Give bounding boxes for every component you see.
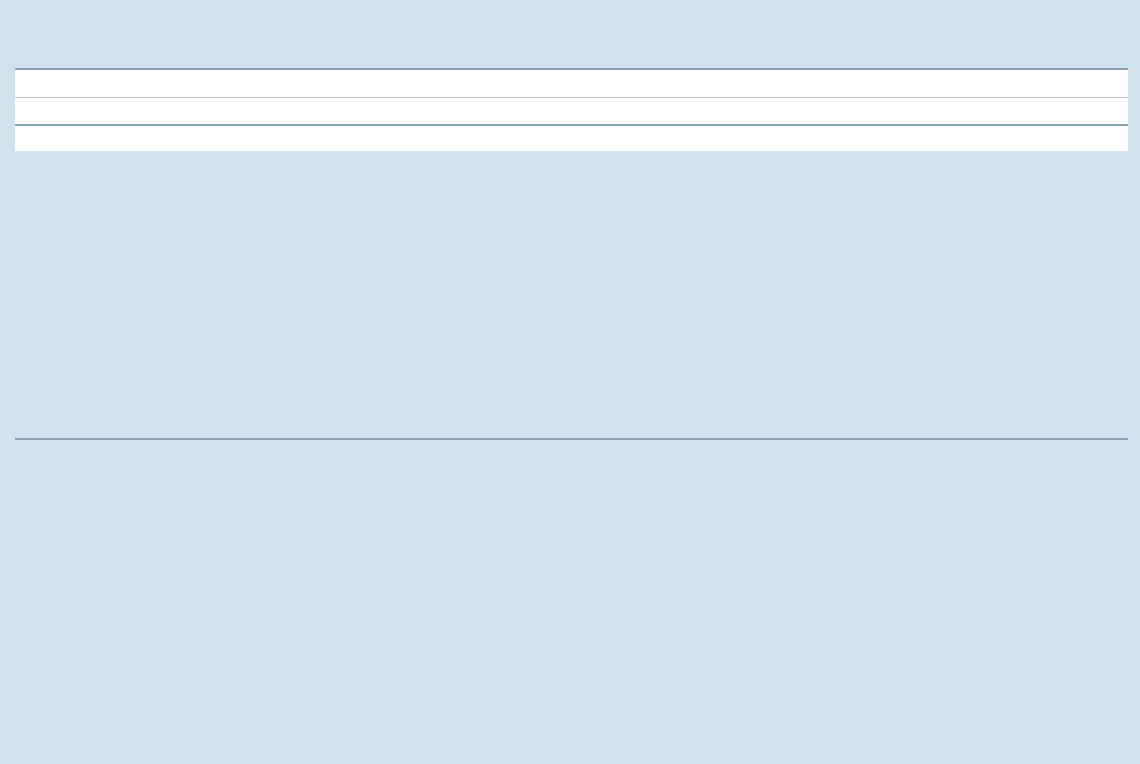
schedule-table [15, 438, 1128, 440]
schedule-table [15, 68, 1128, 151]
table-row [15, 70, 1128, 97]
table-row [15, 97, 1128, 124]
table-row [15, 124, 1128, 151]
